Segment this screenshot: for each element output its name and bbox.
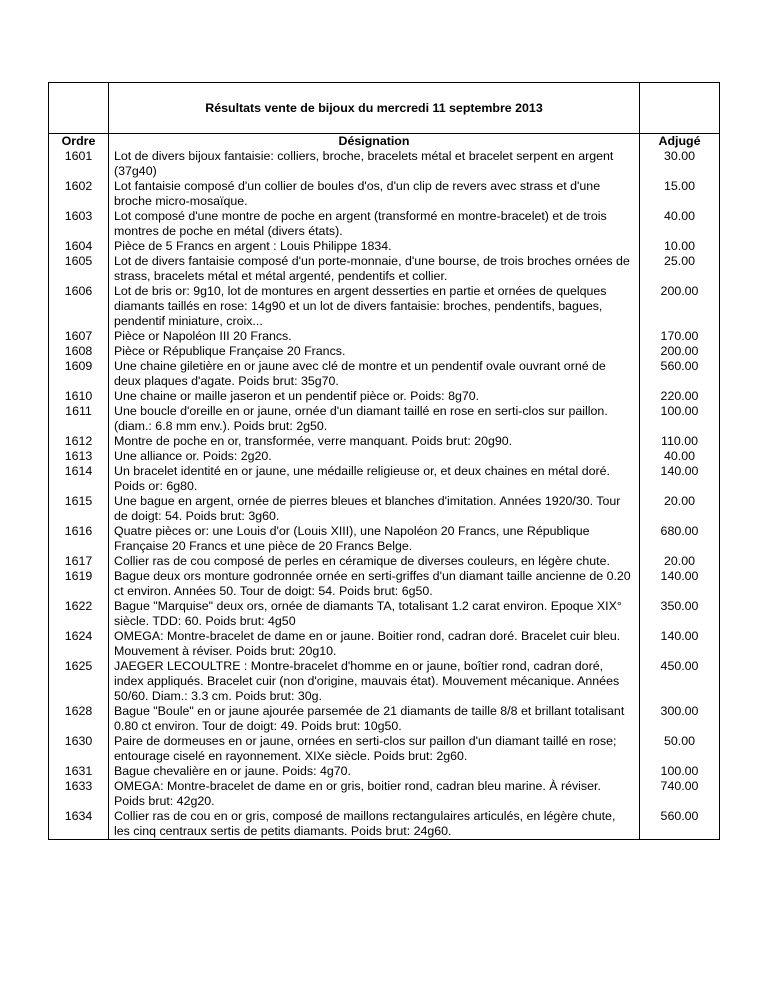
- lot-designation: OMEGA: Montre-bracelet de dame en or jaune. Boitier rond, cadran doré. Bracelet cuir bleu. Mouvement à réviser. Poids brut: 20g10.: [114, 629, 621, 658]
- lot-ordre: 1602: [64, 179, 93, 193]
- lot-adjuge: 140.00: [660, 629, 699, 643]
- lot-ordre: 1603: [64, 209, 93, 223]
- lot-adjuge: 110.00: [661, 434, 698, 448]
- lot-designation: JAEGER LECOULTRE : Montre-bracelet d'homme en or jaune, boîtier rond, cadran doré, index appliqués. Bracelet cuir (non d'origine, mauvais état). Mouvement mécanique. Années 50/60. Diam.: 3.3 cm. Poids brut: 30g.: [114, 659, 620, 703]
- lot-designation: Lot de bris or: 9g10, lot de montures en argent desserties en partie et ornées de quelques diamants taillés en rose: 14g90 et un lot de divers fantaisie: broches, pendentifs, bagues, pendentif miniature, croix...: [114, 284, 607, 328]
- lot-adjuge: 450.00: [660, 659, 699, 673]
- lot-ordre: 1613: [64, 449, 93, 463]
- auction-results-document: [48, 82, 719, 840]
- title-row: [49, 83, 720, 134]
- lot-ordre: 1614: [64, 464, 93, 478]
- lot-designation: OMEGA: Montre-bracelet de dame en or gris, boitier rond, cadran bleu marine. À réviser. Poids brut: 42g20.: [114, 779, 601, 808]
- lot-adjuge: 560.00: [660, 809, 699, 823]
- lot-adjuge: 100.00: [660, 404, 699, 418]
- lot-ordre: 1634: [64, 809, 93, 823]
- lot-ordre: 1631: [64, 764, 93, 778]
- lot-designation: Lot de divers fantaisie composé d'un porte-monnaie, d'une bourse, de trois broches ornées de strass, bracelets métal et métal argenté, pendentifs et collier.: [114, 254, 630, 283]
- lot-ordre: 1628: [64, 704, 93, 718]
- lot-ordre: 1607: [64, 329, 93, 343]
- designation-header: Désignation: [338, 134, 410, 148]
- lot-designation: Bague "Boule" en or jaune ajourée parsemée de 21 diamants de taille 8/8 et brillant totalisant 0.80 ct environ. Tour de doigt: 49. Poids brut: 10g50.: [114, 704, 625, 733]
- lot-adjuge: 10.00: [663, 239, 695, 253]
- lot-ordre: 1622: [64, 599, 93, 613]
- lot-designation: Bague deux ors monture godronnée ornée en serti-griffes d'un diamant taille ancienne de 0.20 ct environ. Années 50. Tour de doigt: 54. Poids brut: 6g50.: [114, 569, 631, 598]
- adjuge-column: [640, 134, 720, 840]
- ordre-column: [49, 134, 109, 840]
- lot-designation: Collier ras de cou en or gris, composé de maillons rectangulaires articulés, en légère chute, les cinq centraux sertis de petits diamants. Poids brut: 24g60.: [114, 809, 616, 838]
- lot-designation: Une chaine giletière en or jaune avec clé de montre et un pendentif ovale ouvrant orné de deux plaques d'agate. Poids brut: 35g70.: [114, 359, 606, 388]
- lot-adjuge: 560.00: [660, 359, 699, 373]
- designation-column: [109, 134, 640, 840]
- lot-adjuge: 200.00: [660, 284, 699, 298]
- lot-designation: Paire de dormeuses en or jaune, ornées en serti-clos sur paillon d'un diamant taillé en rose; entourage ciselé en rayonnement. XIXe siècle. Poids brut: 2g60.: [114, 734, 617, 763]
- lot-ordre: 1619: [64, 569, 93, 583]
- ordre-header: Ordre: [61, 134, 96, 148]
- lot-adjuge: 300.00: [660, 704, 699, 718]
- lot-adjuge: 100.00: [660, 764, 699, 778]
- lot-designation: Montre de poche en or, transformée, verre manquant. Poids brut: 20g90.: [114, 434, 513, 448]
- lot-designation: Pièce or République Française 20 Francs.: [114, 344, 346, 358]
- title-right-cell: [640, 83, 720, 134]
- lot-ordre: 1609: [64, 359, 93, 373]
- lot-adjuge: 25.00: [663, 254, 695, 268]
- lot-ordre: 1615: [64, 494, 93, 508]
- lot-designation: Bague chevalière en or jaune. Poids: 4g70.: [114, 764, 351, 778]
- lot-ordre: 1601: [64, 149, 93, 163]
- lot-designation: Pièce or Napoléon III 20 Francs.: [114, 329, 292, 343]
- lot-designation: Collier ras de cou composé de perles en céramique de diverses couleurs, en légère chute.: [114, 554, 610, 568]
- lot-designation: Un bracelet identité en or jaune, une médaille religieuse or, et deux chaines en métal doré. Poids or: 6g80.: [114, 464, 610, 493]
- lot-ordre: 1610: [64, 389, 93, 403]
- lot-designation: Une chaine or maille jaseron et un pendentif pièce or. Poids: 8g70.: [114, 389, 480, 403]
- lot-designation: Une alliance or. Poids: 2g20.: [114, 449, 272, 463]
- lot-ordre: 1611: [65, 404, 92, 418]
- lot-designation: Quatre pièces or: une Louis d'or (Louis XIII), une Napoléon 20 Francs, une République Française 20 Francs et une pièce de 20 Francs Belge.: [114, 524, 590, 553]
- lot-adjuge: 40.00: [663, 209, 695, 223]
- results-table: [48, 82, 720, 840]
- lot-ordre: 1612: [64, 434, 93, 448]
- lot-ordre: 1605: [64, 254, 93, 268]
- adjuge-header: Adjugé: [658, 134, 701, 148]
- lot-adjuge: 20.00: [663, 554, 695, 568]
- lot-ordre: 1624: [64, 629, 93, 643]
- lot-ordre: 1606: [64, 284, 93, 298]
- lot-adjuge: 15.00: [663, 179, 695, 193]
- lot-designation: Bague "Marquise" deux ors, ornée de diamants TA, totalisant 1.2 carat environ. Epoque XIX° siècle. TDD: 60. Poids brut: 4g50: [114, 599, 622, 628]
- lot-designation: Pièce de 5 Francs en argent : Louis Philippe 1834.: [114, 239, 392, 253]
- lot-ordre: 1617: [64, 554, 93, 568]
- lot-adjuge: 140.00: [660, 569, 699, 583]
- page-title: Résultats vente de bijoux du mercredi 11 septembre 2013: [205, 100, 543, 115]
- lot-designation: Lot composé d'une montre de poche en argent (transformé en montre-bracelet) et de trois montres de poche en métal (divers états).: [114, 209, 607, 238]
- lot-adjuge: 40.00: [663, 449, 695, 463]
- lot-adjuge: 140.00: [660, 464, 699, 478]
- lot-adjuge: 50.00: [663, 734, 695, 748]
- lot-ordre: 1604: [64, 239, 93, 253]
- lot-ordre: 1633: [64, 779, 93, 793]
- lot-adjuge: 680.00: [660, 524, 699, 538]
- lot-adjuge: 350.00: [660, 599, 699, 613]
- lot-adjuge: 170.00: [660, 329, 699, 343]
- lot-ordre: 1630: [64, 734, 93, 748]
- lot-designation: Une boucle d'oreille en or jaune, ornée d'un diamant taillé en rose en serti-clos sur paillon. (diam.: 6.8 mm env.). Poids brut: 2g50.: [114, 404, 608, 433]
- lot-adjuge: 740.00: [660, 779, 699, 793]
- title-left-cell: [49, 83, 109, 134]
- lot-designation: Une bague en argent, ornée de pierres bleues et blanches d'imitation. Années 1920/30. Tour de doigt: 54. Poids brut: 3g60.: [114, 494, 621, 523]
- lot-adjuge: 30.00: [663, 149, 695, 163]
- lot-ordre: 1625: [64, 659, 93, 673]
- body-row: [49, 134, 720, 840]
- lot-adjuge: 200.00: [660, 344, 699, 358]
- title-cell: [109, 83, 640, 134]
- lot-ordre: 1608: [64, 344, 93, 358]
- lot-designation: Lot de divers bijoux fantaisie: colliers, broche, bracelets métal et bracelet serpent en argent (37g40): [114, 149, 614, 178]
- lot-adjuge: 220.00: [660, 389, 699, 403]
- lot-designation: Lot fantaisie composé d'un collier de boules d'os, d'un clip de revers avec strass et d'une broche micro-mosaïque.: [114, 179, 601, 208]
- lot-ordre: 1616: [64, 524, 93, 538]
- lot-adjuge: 20.00: [663, 494, 695, 508]
